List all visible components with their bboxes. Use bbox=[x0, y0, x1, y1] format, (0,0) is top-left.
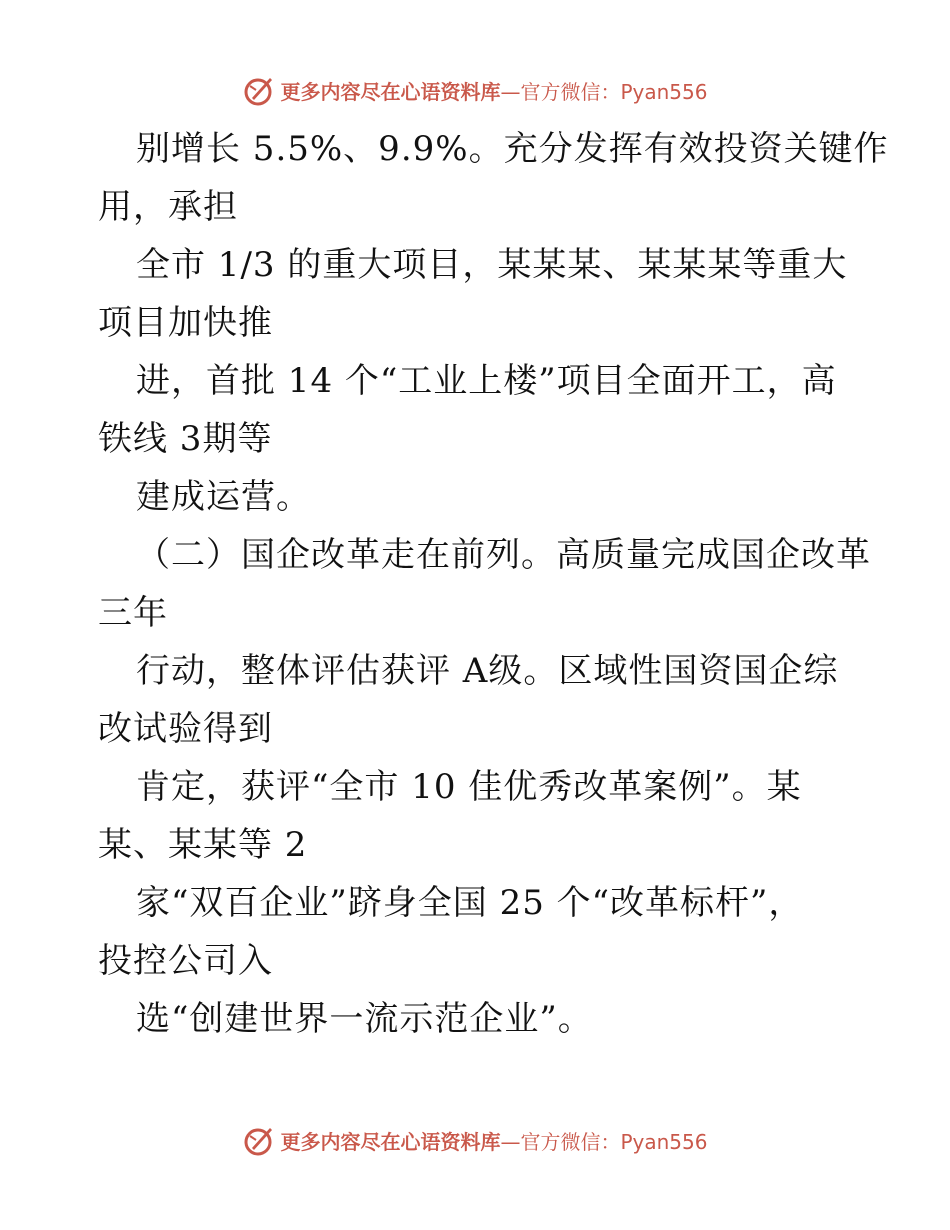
text-line: 选“创建世界一流示范企业”。 bbox=[136, 999, 593, 1039]
document-body bbox=[98, 120, 889, 1048]
text-line: 用，承担 bbox=[98, 187, 238, 227]
footer-watermark bbox=[0, 1120, 950, 1160]
header-watermark bbox=[0, 70, 950, 110]
text-line: 家“双百企业”跻身全国 25 个“改革标杆”， bbox=[136, 883, 804, 923]
quill-logo-icon bbox=[242, 72, 278, 108]
text-line: 投控公司入 bbox=[98, 941, 273, 981]
text-line: 行动，整体评估获评 A级。区域性国资国企综 bbox=[136, 651, 839, 691]
watermark-text: 更多内容尽在心语资料库—官方微信：Pyan556 bbox=[280, 79, 708, 104]
text-line: 三年 bbox=[98, 593, 168, 633]
text-line: 别增长 5.5%、9.9%。充分发挥有效投资关键作 bbox=[136, 129, 889, 169]
watermark-text: 更多内容尽在心语资料库—官方微信：Pyan556 bbox=[280, 1129, 708, 1154]
text-line: 肯定，获评“全市 10 佳优秀改革案例”。某 bbox=[136, 767, 802, 807]
text-line: （二）国企改革走在前列。高质量完成国企改革 bbox=[136, 535, 871, 575]
text-line: 全市 1/3 的重大项目，某某某、某某某等重大 bbox=[136, 245, 848, 285]
text-line: 进，首批 14 个“工业上楼”项目全面开工，高 bbox=[136, 361, 837, 401]
text-line: 某、某某等 2 bbox=[98, 825, 308, 865]
text-line: 建成运营。 bbox=[136, 477, 311, 517]
text-line: 铁线 3期等 bbox=[98, 419, 273, 459]
quill-logo-icon bbox=[242, 1122, 278, 1158]
text-line: 项目加快推 bbox=[98, 303, 273, 343]
text-line: 改试验得到 bbox=[98, 709, 273, 749]
